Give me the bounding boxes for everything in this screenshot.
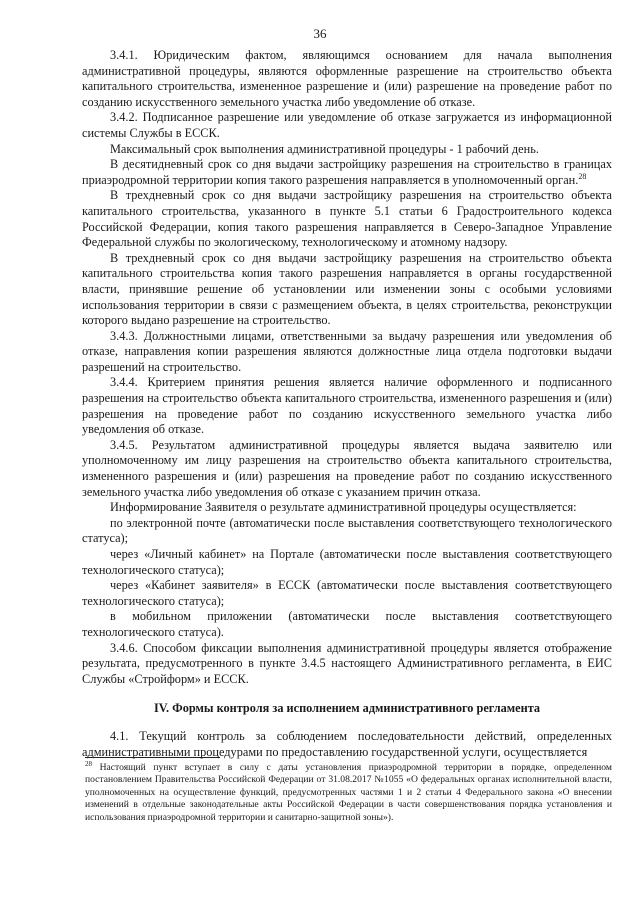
paragraph-three-day-rostechnadzor: В трехдневный срок со дня выдачи застройщику разрешения на строительство объекта капитального строительства, указанного в пункте 5.1 статьи 6 Градостроительного кодекса Российской Федерации, копия такого разрешения направляется в Северо-Западное Управление Федеральной службы по экологическому, технологическому и атомному надзору. bbox=[82, 188, 612, 250]
paragraph-3-4-4: 3.4.4. Критерием принятия решения является наличие оформленного и подписанного разрешения на строительство объекта капитального строительства, измененного разрешения и (или) разрешения на проведение работ по созданию искусственного земельного участка либо уведомления об отказе. bbox=[82, 375, 612, 437]
paragraph-ten-day-term bbox=[82, 157, 612, 188]
footnote-reference[interactable]: 28 bbox=[578, 171, 587, 181]
paragraph-3-4-5: 3.4.5. Результатом административной процедуры является выдача заявителю или уполномоченному им лицу разрешения на строительство объекта капитального строительства, измененного разрешения и (или) разрешения на проведение работ по созданию искусственного земельного участка либо уведомления об отказе с указанием причин отказа. bbox=[82, 437, 612, 499]
list-item-essk-cabinet: через «Кабинет заявителя» в ЕССК (автоматически после выставления соответствующего технологического статуса); bbox=[82, 578, 612, 608]
footnote-divider bbox=[85, 757, 220, 758]
paragraph-informing: Информирование Заявителя о результате административной процедуры осуществляется: bbox=[110, 500, 577, 515]
document-body bbox=[82, 48, 612, 760]
paragraph-3-4-6: 3.4.6. Способом фиксации выполнения административной процедуры является отображение результата, предусмотренного в пункте 3.4.5 настоящего Административного регламента, в ЕИС Службы «Стройформ» и ЕССК. bbox=[82, 640, 612, 686]
list-item-email: по электронной почте (автоматически после выставления соответствующего технологического статуса); bbox=[82, 515, 612, 546]
footnote-text: Настоящий пункт вступает в силу с даты установления приаэродромной территории в порядке, определенном постановлением Правительства Российской Федерации от 31.08.2017 №1055 «О федеральных органах исполнительной власти, уполномоченных на осуществление функций, предусмотренных частями 1 и 2 статьи 4 Федерального закона «О внесении изменений в отдельные законодательные акты Российской Федерации в части совершенствования порядка установления и использования приаэродромной территории и санитарно-защитной зоны»). bbox=[85, 762, 612, 823]
paragraph-3-4-2: 3.4.2. Подписанное разрешение или уведомление об отказе загружается из информационной системы Службы в ЕССК. bbox=[82, 110, 612, 140]
section-heading: IV. Формы контроля за исполнением административного регламента bbox=[153, 701, 541, 716]
paragraph-4-1: 4.1. Текущий контроль за соблюдением последовательности действий, определенных административными процедурами по предоставлению государственной услуги, осуществляется bbox=[82, 728, 612, 759]
footnote-marker: 28 bbox=[85, 759, 92, 768]
list-item-portal-cabinet: через «Личный кабинет» на Портале (автоматически после выставления соответствующего технологического статуса); bbox=[82, 547, 612, 577]
list-item-mobile-app: в мобильном приложении (автоматически после выставления соответствующего технологического статуса). bbox=[82, 609, 612, 639]
paragraph-max-term: Максимальный срок выполнения административной процедуры - 1 рабочий день. bbox=[110, 141, 539, 156]
paragraph-ten-day-text: В десятидневный срок со дня выдачи застройщику разрешения на строительство в границах приаэродромной территории копия такого разрешения направляется в уполномоченный орган. bbox=[82, 157, 612, 187]
footnote bbox=[85, 759, 612, 824]
paragraph-three-day-authorities: В трехдневный срок со дня выдачи застройщику разрешения на строительство объекта капитального строительства копия такого разрешения направляется в органы государственной власти, принявшие решение об установлении или изменении зоны с особыми условиями использования территории в связи с размещением объекта, в целях строительства, реконструкции которого выдано разрешение на строительство. bbox=[82, 250, 612, 328]
paragraph-3-4-3: 3.4.3. Должностными лицами, ответственными за выдачу разрешения или уведомления об отказе, направления копии разрешения являются должностные лица отдела подготовки выдачи разрешений на строительство. bbox=[82, 328, 612, 374]
paragraph-3-4-1: 3.4.1. Юридическим фактом, являющимся основанием для начала выполнения административной процедуры, являются оформленные разрешение на строительство объекта капитального строительства, измененное разрешение и (или) разрешение на проведение работ по созданию искусственного земельного участка либо уведомление об отказе. bbox=[82, 48, 612, 109]
page-number: 36 bbox=[313, 26, 327, 41]
